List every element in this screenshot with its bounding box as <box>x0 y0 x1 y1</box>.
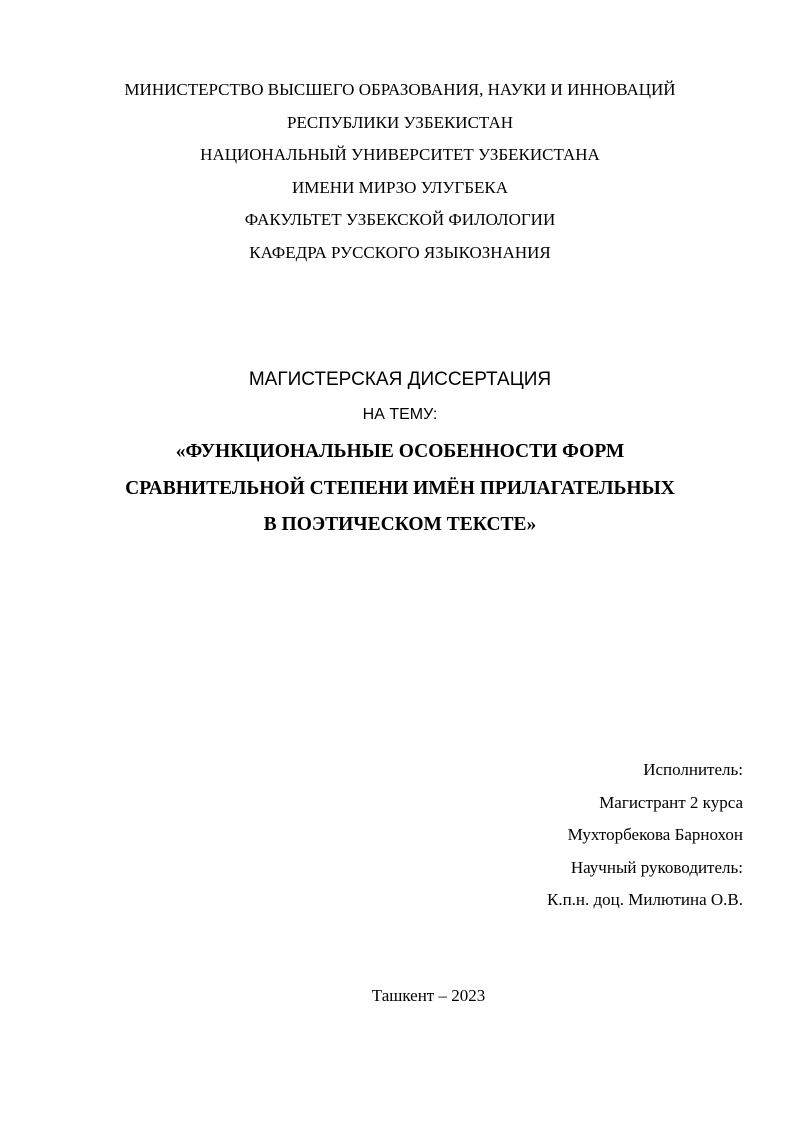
institution-header <box>0 74 800 269</box>
university-name-line: ИМЕНИ МИРЗО УЛУГБЕКА <box>292 177 508 197</box>
author-info <box>547 754 743 917</box>
student-name: Мухторбекова Барнохон <box>567 825 743 844</box>
city-year: Ташкент – 2023 <box>371 986 486 1005</box>
student-course: Магистрант 2 курса <box>599 792 743 812</box>
supervisor-label: Научный руководитель: <box>570 857 743 877</box>
ministry-line: МИНИСТЕРСТВО ВЫСШЕГО ОБРАЗОВАНИЯ, НАУКИ И ИННОВАЦИЙ <box>124 80 676 99</box>
supervisor-name: К.п.н. доц. Милютина О.В. <box>547 890 743 909</box>
republic-line: РЕСПУБЛИКИ УЗБЕКИСТАН <box>286 112 514 132</box>
on-topic-label: НА ТЕМУ: <box>362 406 438 423</box>
document-type: МАГИСТЕРСКАЯ ДИССЕРТАЦИЯ <box>248 369 552 390</box>
faculty-line: ФАКУЛЬТЕТ УЗБЕКСКОЙ ФИЛОЛОГИИ <box>244 210 556 229</box>
dissertation-title <box>0 434 800 544</box>
performer-label: Исполнитель: <box>643 760 743 779</box>
university-line: НАЦИОНАЛЬНЫЙ УНИВЕРСИТЕТ УЗБЕКИСТАНА <box>200 145 600 164</box>
title-line: В ПОЭТИЧЕСКОМ ТЕКСТЕ» <box>263 514 537 535</box>
department-line: КАФЕДРА РУССКОГО ЯЗЫКОЗНАНИЯ <box>249 242 551 262</box>
title-line: СРАВНИТЕЛЬНОЙ СТЕПЕНИ ИМЁН ПРИЛАГАТЕЛЬНЫХ <box>125 477 675 499</box>
title-line: «ФУНКЦИОНАЛЬНЫЕ ОСОБЕННОСТИ ФОРМ <box>175 441 625 462</box>
